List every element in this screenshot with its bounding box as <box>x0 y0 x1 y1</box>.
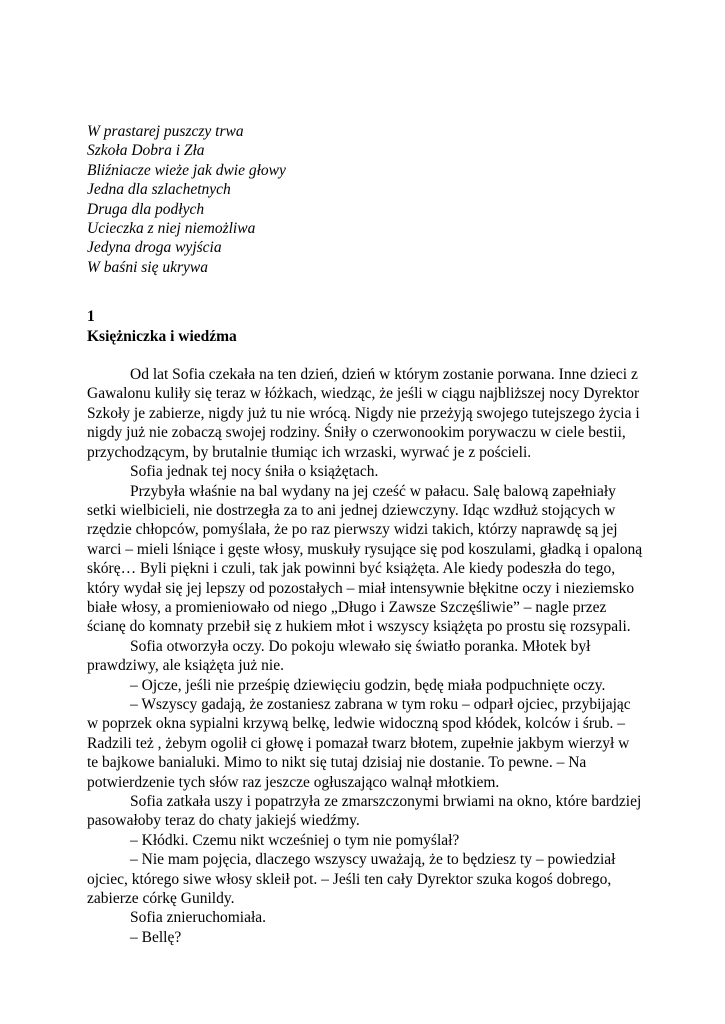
poem-line: Bliźniacze wieże jak dwie głowy <box>87 161 286 179</box>
paragraph: Sofia zatkała uszy i popatrzyła ze zmarszczonymi brwiami na okno, które bardziej pasowałoby teraz do chaty jakiejś wiedźmy. <box>87 793 642 830</box>
chapter-number: 1 <box>87 308 95 326</box>
poem-line: Szkoła Dobra i Zła <box>87 142 205 160</box>
chapter-body <box>87 365 643 947</box>
paragraph: Od lat Sofia czekała na ten dzień, dzień w którym zostanie porwana. Inne dzieci z Gawalonu kuliły się teraz w łóżkach, wiedząc, że jeśli w ciągu najbliższej nocy Dyrektor Szkoły je zabierze, nigdy już tu nie wrócą. Nigdy nie przeżyją swojego tutejszego życia i nigdy już nie zobaczą swojej rodziny. Śniły o czerwonookim porywaczu w ciele bestii, przychodzącym, by brutalnie tłumiąc ich wrzaski, wyrwać je z pościeli. <box>87 366 640 461</box>
chapter-title: Księżniczka i wiedźma <box>87 327 237 345</box>
poem-line: Jedyna droga wyjścia <box>87 239 222 257</box>
paragraph: – Kłódki. Czemu nikt wcześniej o tym nie pomyślał? <box>130 831 460 849</box>
poem-line: Ucieczka z niej niemożliwa <box>87 220 256 238</box>
paragraph: – Nie mam pojęcia, dlaczego wszyscy uważają, że to będziesz ty – powiedział ojciec, którego siwe włosy skleił pot. – Jeśli ten cały Dyrektor szuka kogoś dobrego, zabierze córkę Gunildy. <box>87 851 616 908</box>
paragraph: Sofia jednak tej nocy śniła o książętach. <box>130 463 379 481</box>
poem-line: Jedna dla szlachetnych <box>87 181 231 199</box>
poem-line: W prastarej puszczy trwa <box>87 123 244 140</box>
paragraph: Sofia znieruchomiała. <box>130 909 267 927</box>
document-page <box>87 122 643 947</box>
paragraph: – Wszyscy gadają, że zostaniesz zabrana w tym roku – odparł ojciec, przybijając w poprzek okna sypialni krzywą belkę, ledwie widoczną spod kłódek, kolców i śrub. – Radzili też , żebym ogolił ci głowę i pomazał twarz błotem, zupełnie jakbym wierzył w te bajkowe banialuki. Mimo to nikt się tutaj dzisiaj nie dostanie. To pewne. – Na potwierdzenie tych słów raz jeszcze ogłuszająco walnął młotkiem. <box>87 695 631 791</box>
paragraph: Sofia otworzyła oczy. Do pokoju wlewało się światło poranka. Młotek był prawdziwy, ale książęta już nie. <box>87 637 591 675</box>
paragraph: – Ojcze, jeśli nie prześpię dziewięciu godzin, będę miała podpuchnięte oczy. <box>130 676 606 694</box>
epigraph-poem <box>87 122 643 277</box>
poem-line: W baśni się ukrywa <box>87 258 208 276</box>
paragraph: – Bellę? <box>130 928 182 946</box>
poem-line: Druga dla podłych <box>87 200 205 218</box>
paragraph: Przybyła właśnie na bal wydany na jej cześć w pałacu. Salę balową zapełniały setki wielbicieli, nie dostrzegła za to ani jednej dziewczyny. Idąc wzdłuż stojących w rzędzie chłopców, pomyślała, że po raz pierwszy widzi takich, którzy naprawdę są jej warci – mieli lśniące i gęste włosy, muskuły rysujące się pod koszulami, gładką i opaloną skórę… Byli piękni i czuli, tak jak powinni być książęta. Ale kiedy podeszła do tego, który wydał się jej lepszy od pozostałych – miał intensywnie błękitne oczy i nieziemsko białe włosy, a promieniowało od niego „Długo i Zawsze Szczęśliwie” – nagle przez ścianę do komnaty przebił się z hukiem młot i wszyscy książęta po prostu się rozsypali. <box>87 482 643 636</box>
